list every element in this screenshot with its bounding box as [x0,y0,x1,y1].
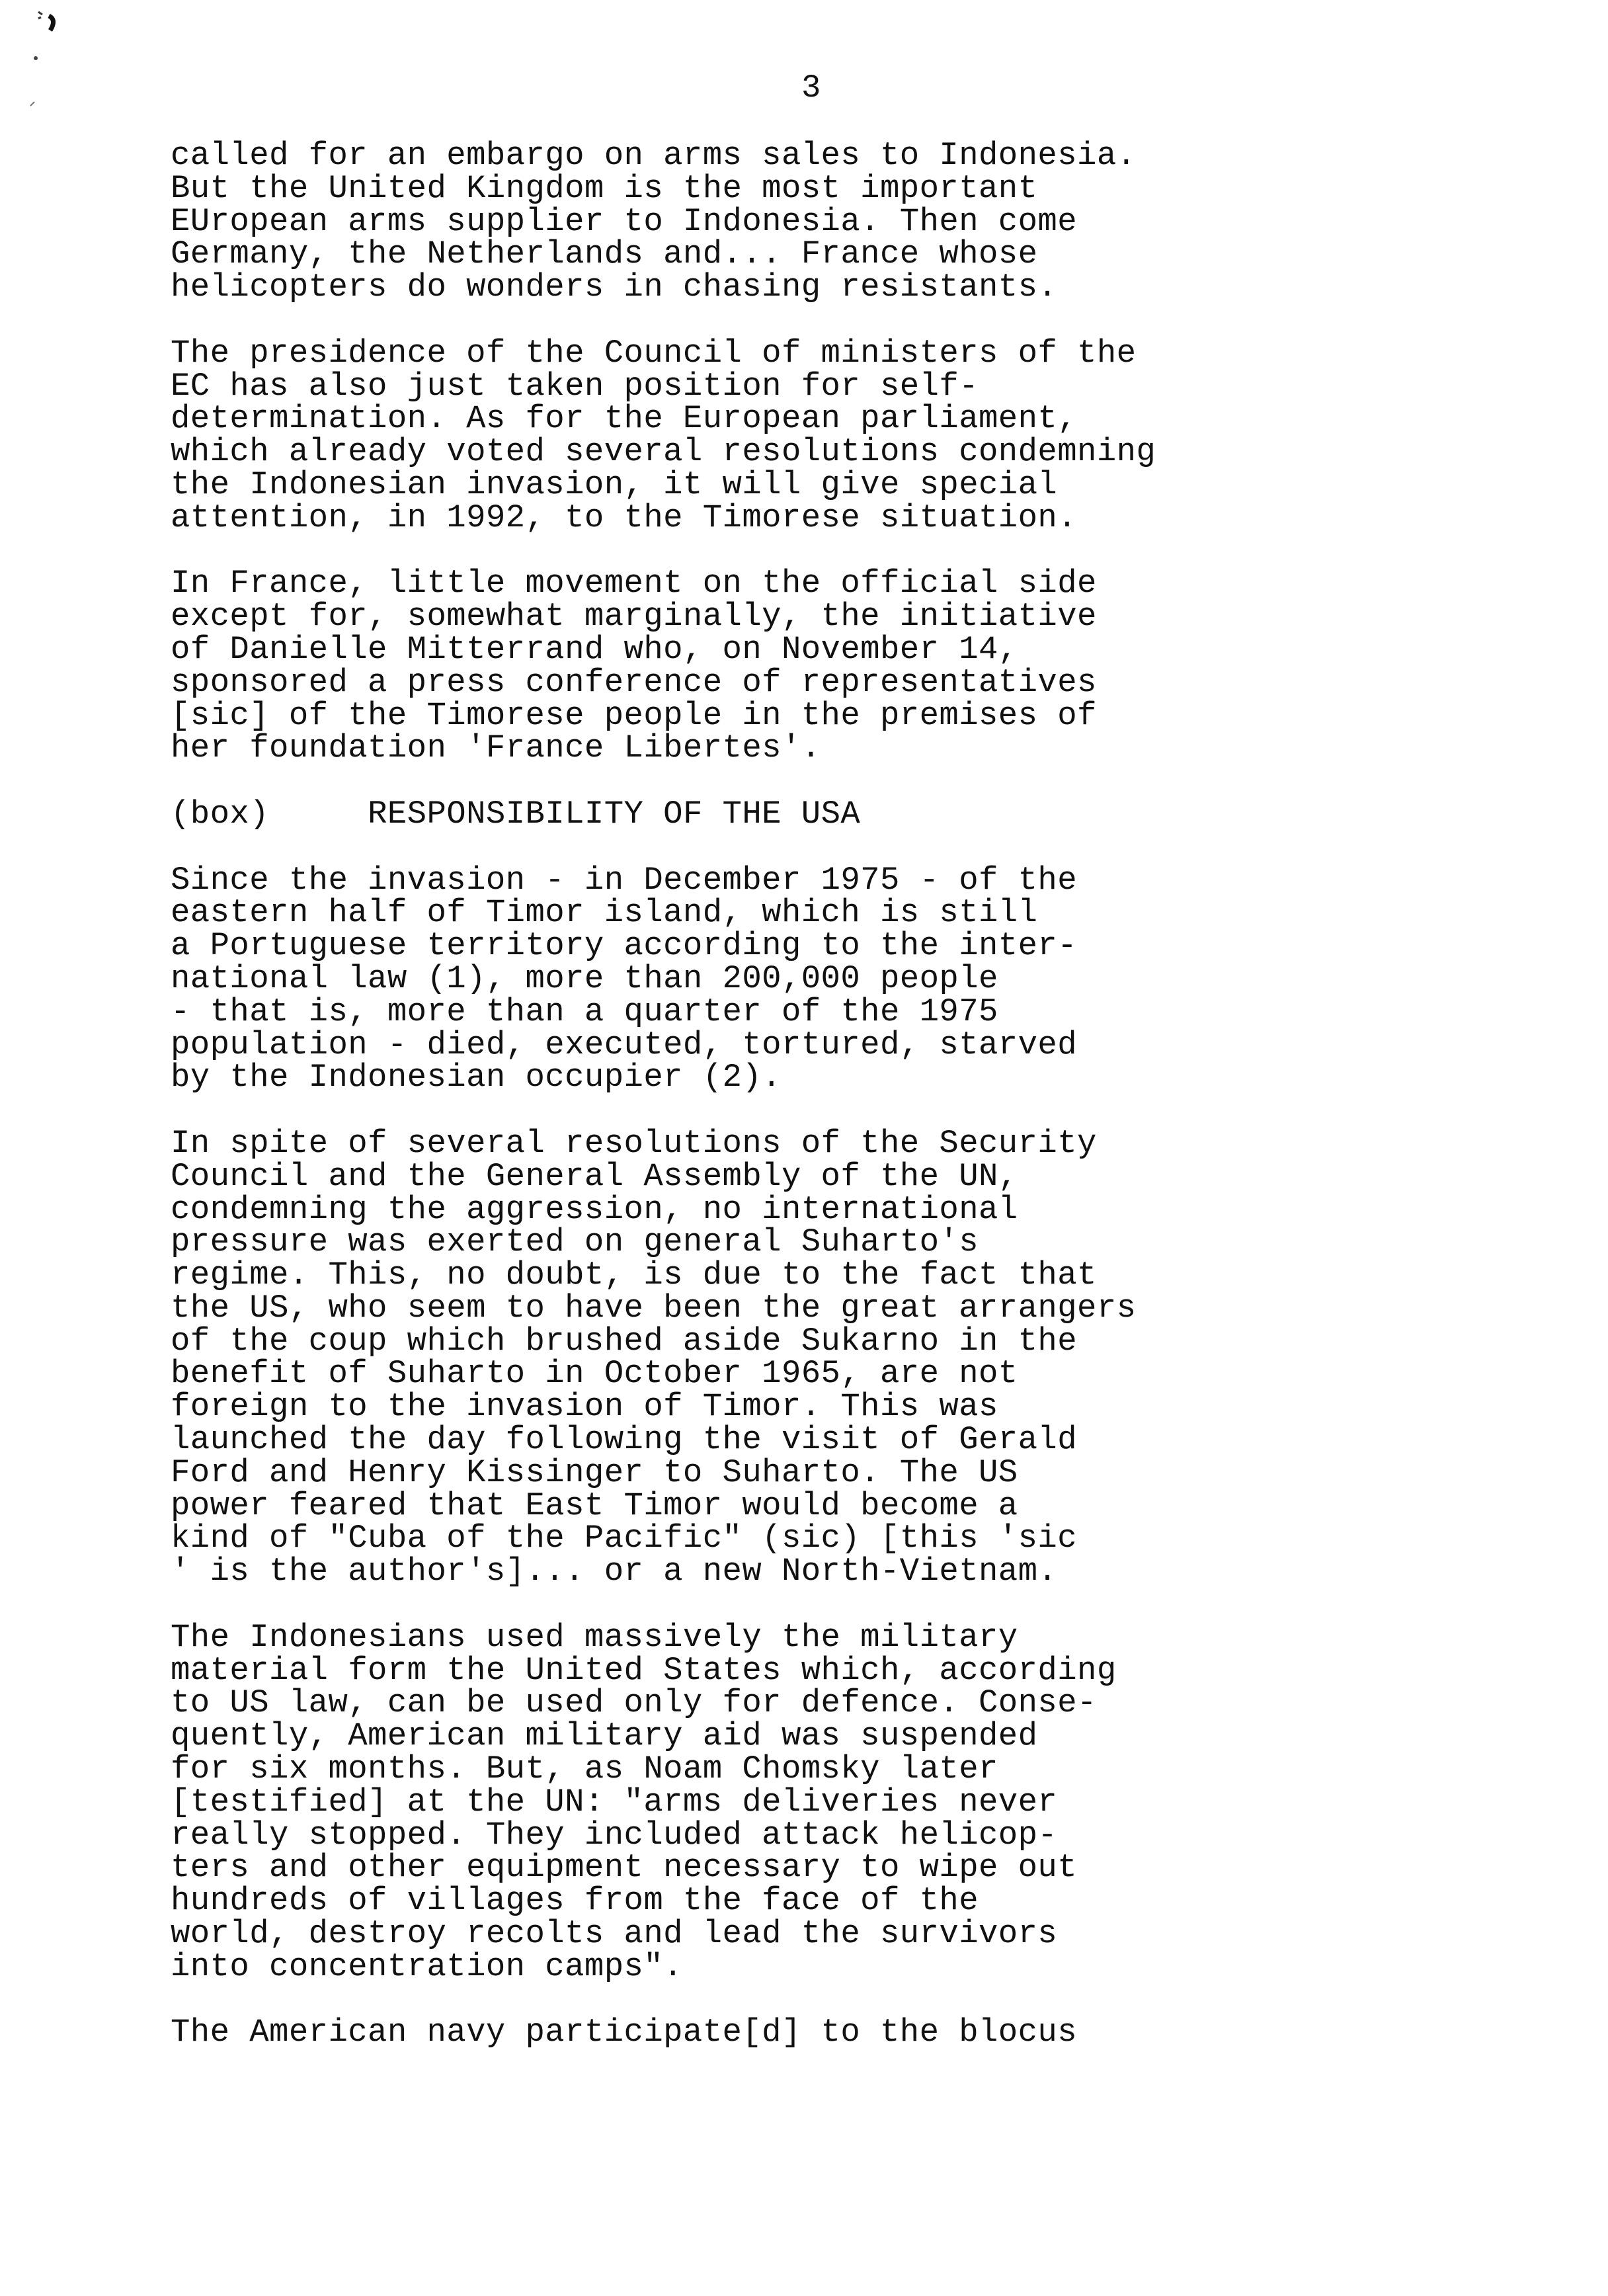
text-line: the Indonesian invasion, it will give special [171,466,1058,503]
text-line: In France, little movement on the official side [171,565,1097,602]
text-line: eastern half of Timor island, which is still [171,894,1038,932]
text-line: The presidence of the Council of ministers of the [171,334,1137,372]
text-line: of the coup which brushed aside Sukarno in the [171,1322,1078,1360]
paragraph [171,1618,1156,1985]
box-label: (box) [171,795,270,833]
paragraph [171,1124,1156,1590]
text-line: really stopped. They included attack helicop- [171,1816,1058,1854]
page-number: 3 [801,69,821,106]
text-line: condemning the aggression, no international [171,1190,1018,1228]
text-line: sponsored a press conference of representatives [171,663,1097,701]
text-line: power feared that East Timor would become a [171,1487,1018,1524]
document-body [171,137,1156,2082]
text-line: the US, who seem to have been the great arrangers [171,1289,1137,1327]
box-heading [171,795,1156,833]
text-line: Germany, the Netherlands and... France whose [171,235,1038,273]
text-line: pressure was exerted on general Suharto's [171,1223,979,1261]
text-line: benefit of Suharto in October 1965, are not [171,1355,1018,1393]
text-line: regime. This, no doubt, is due to the fact that [171,1256,1097,1294]
text-line: determination. As for the European parliament, [171,400,1078,438]
text-line: In spite of several resolutions of the Security [171,1124,1097,1162]
text-line: to US law, can be used only for defence. Conse- [171,1684,1097,1722]
text-line: EC has also just taken position for self- [171,367,979,405]
paragraph [171,567,1156,765]
text-line: hundreds of villages from the face of the [171,1882,979,1920]
text-line: ' is the author's]... or a new North-Vietnam. [171,1553,1058,1590]
text-line: Ford and Henry Kissinger to Suharto. The US [171,1454,1018,1491]
text-line: for six months. But, as Noam Chomsky later [171,1750,998,1788]
text-line: quently, American military aid was suspended [171,1717,1038,1755]
scan-artifact-marks [26,7,66,119]
box-title: RESPONSIBILITY OF THE USA [368,795,861,833]
text-line: The Indonesians used massively the military [171,1618,1018,1656]
text-line: which already voted several resolutions condemning [171,433,1156,471]
text-line: kind of "Cuba of the Pacific" (sic) [this 'sic [171,1520,1078,1557]
text-line: Council and the General Assembly of the UN, [171,1157,1018,1195]
text-line: The American navy participate[d] to the blocus [171,2014,1078,2051]
text-line: attention, in 1992, to the Timorese situation. [171,499,1078,536]
text-line: except for, somewhat marginally, the initiative [171,598,1097,636]
text-line: material form the United States which, according [171,1651,1117,1689]
text-line: a Portuguese territory according to the inter- [171,927,1078,965]
text-line: - that is, more than a quarter of the 1975 [171,993,998,1030]
text-line: into concentration camps". [171,1948,683,1985]
paragraph [171,334,1156,536]
text-line: EUropean arms supplier to Indonesia. Then come [171,202,1078,240]
text-line: Since the invasion - in December 1975 - of the [171,861,1078,899]
text-line: But the United Kingdom is the most important [171,169,1038,207]
text-line: of Danielle Mitterrand who, on November 14, [171,630,1018,668]
text-line: population - died, executed, tortured, starved [171,1026,1078,1063]
text-line: foreign to the invasion of Timor. This was [171,1388,998,1426]
spacer [269,796,368,833]
text-line: launched the day following the visit of Gerald [171,1421,1078,1459]
text-line: her foundation 'France Libertes'. [171,729,821,767]
paragraph [171,137,1156,306]
paragraph [171,861,1156,1096]
text-line: [sic] of the Timorese people in the premises of [171,696,1097,734]
paragraph [171,2016,1156,2049]
text-line: called for an embargo on arms sales to Indonesia. [171,137,1137,174]
text-line: helicopters do wonders in chasing resistants. [171,268,1058,306]
text-line: ters and other equipment necessary to wipe out [171,1849,1078,1887]
text-line: national law (1), more than 200,000 people [171,960,998,997]
text-line: by the Indonesian occupier (2). [171,1059,782,1096]
text-line: world, destroy recolts and lead the survivors [171,1915,1058,1953]
text-line: [testified] at the UN: "arms deliveries never [171,1783,1058,1821]
